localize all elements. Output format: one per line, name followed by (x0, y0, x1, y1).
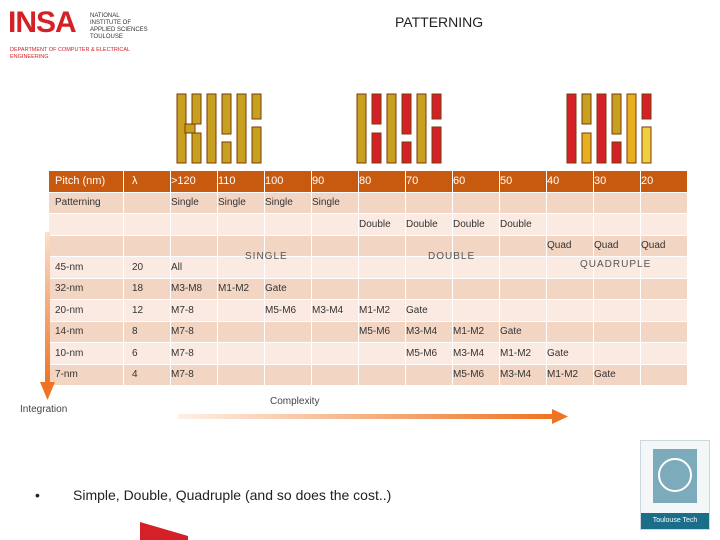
table-cell (500, 278, 547, 300)
table-cell (547, 321, 594, 343)
table-cell: M1-M2 (500, 343, 547, 365)
table-header-cell: 100 (265, 171, 312, 193)
table-cell (124, 214, 171, 236)
complexity-label: Complexity (270, 396, 320, 407)
table-cell (265, 364, 312, 386)
table-cell (641, 214, 688, 236)
table-cell: Gate (547, 343, 594, 365)
complexity-arrow-icon (178, 408, 570, 426)
table-cell: M7-8 (171, 321, 218, 343)
table-cell: M3-M4 (406, 321, 453, 343)
table-cell (265, 214, 312, 236)
single-group-label: SINGLE (245, 251, 288, 262)
table-cell (218, 214, 265, 236)
table-cell (641, 192, 688, 214)
table-cell (312, 214, 359, 236)
table-cell: M3-M4 (500, 364, 547, 386)
table-cell (594, 192, 641, 214)
table-cell: 32-nm (49, 278, 124, 300)
table-cell (547, 278, 594, 300)
table-cell: M1-M2 (453, 321, 500, 343)
slide-title: PATTERNING (395, 14, 484, 30)
table-cell (171, 235, 218, 257)
table-row (49, 214, 688, 236)
insa-logo-subtitle: NATIONAL INSTITUTE OF APPLIED SCIENCES TOULOUSE (90, 13, 148, 40)
table-cell (49, 235, 124, 257)
table-row (49, 300, 688, 322)
table-cell (218, 343, 265, 365)
table-row (49, 235, 688, 257)
table-cell: Quad (594, 235, 641, 257)
table-cell: 12 (124, 300, 171, 322)
table-cell: Quad (547, 235, 594, 257)
table-cell (218, 321, 265, 343)
table-cell (406, 364, 453, 386)
table-cell (547, 300, 594, 322)
table-cell (641, 364, 688, 386)
table-cell (265, 321, 312, 343)
table-cell (359, 235, 406, 257)
table-cell: M1-M2 (359, 300, 406, 322)
table-cell (359, 257, 406, 279)
table-cell (171, 214, 218, 236)
toulouse-tech-label: Toulouse Tech (641, 513, 709, 529)
table-cell: M5-M6 (359, 321, 406, 343)
table-cell: 7-nm (49, 364, 124, 386)
table-cell: Gate (500, 321, 547, 343)
table-row (49, 321, 688, 343)
table-cell (547, 214, 594, 236)
table-cell: M1-M2 (218, 278, 265, 300)
decorative-wedge (140, 522, 190, 540)
table-cell: Single (171, 192, 218, 214)
table-cell (406, 192, 453, 214)
table-cell (641, 278, 688, 300)
table-cell: Double (406, 214, 453, 236)
table-cell (500, 192, 547, 214)
table-cell (49, 214, 124, 236)
table-cell: 14-nm (49, 321, 124, 343)
table-header-cell: 40 (547, 171, 594, 193)
table-cell: 10-nm (49, 343, 124, 365)
quadruple-pattern-icon (565, 92, 660, 165)
table-cell (453, 192, 500, 214)
integration-label: Integration (20, 404, 68, 415)
table-cell (359, 364, 406, 386)
table-header-cell: 60 (453, 171, 500, 193)
table-cell (359, 278, 406, 300)
table-cell (453, 300, 500, 322)
table-cell: Gate (406, 300, 453, 322)
table-cell (594, 300, 641, 322)
table-cell (359, 192, 406, 214)
table-header-cell: 110 (218, 171, 265, 193)
table-cell (406, 278, 453, 300)
table-cell: 45-nm (49, 257, 124, 279)
double-group-label: DOUBLE (428, 251, 476, 262)
table-header-cell: 20 (641, 171, 688, 193)
single-pattern-icon (175, 92, 270, 165)
table-cell (594, 214, 641, 236)
double-pattern-icon (355, 92, 450, 165)
table-cell (500, 257, 547, 279)
table-cell: M7-8 (171, 300, 218, 322)
table-cell (500, 235, 547, 257)
department-name: DEPARTMENT OF COMPUTER & ELECTRICAL ENGINEERING (10, 47, 130, 60)
table-row (49, 364, 688, 386)
table-cell: Gate (265, 278, 312, 300)
table-header-cell: 70 (406, 171, 453, 193)
table-cell (547, 192, 594, 214)
table-header-cell: 30 (594, 171, 641, 193)
integration-arrow-icon (38, 232, 58, 402)
table-cell: 8 (124, 321, 171, 343)
table-row (49, 343, 688, 365)
table-cell (594, 343, 641, 365)
table-cell (594, 278, 641, 300)
table-cell: Double (359, 214, 406, 236)
table-cell (218, 364, 265, 386)
bullet-marker: • (35, 487, 40, 503)
table-cell (641, 300, 688, 322)
table-cell (312, 278, 359, 300)
table-cell: Gate (594, 364, 641, 386)
table-cell (500, 300, 547, 322)
table-row (49, 278, 688, 300)
table-cell: M3-M8 (171, 278, 218, 300)
table-cell (312, 235, 359, 257)
table-cell (641, 321, 688, 343)
toulouse-tech-emblem-icon (641, 441, 709, 511)
table-cell: M3-M4 (312, 300, 359, 322)
table-cell (124, 192, 171, 214)
table-cell: 6 (124, 343, 171, 365)
table-cell (312, 343, 359, 365)
table-cell: Single (312, 192, 359, 214)
table-header-cell: λ (124, 171, 171, 193)
table-header-cell: 50 (500, 171, 547, 193)
bullet-text: Simple, Double, Quadruple (and so does the cost..) (73, 487, 392, 503)
patterning-table (48, 170, 688, 386)
table-header-row (49, 171, 688, 193)
quadruple-group-label: QUADRUPLE (580, 259, 652, 270)
table-cell (641, 343, 688, 365)
table-cell: M5-M6 (265, 300, 312, 322)
table-cell (312, 257, 359, 279)
table-header-cell: 80 (359, 171, 406, 193)
table-cell (218, 300, 265, 322)
table-cell (312, 364, 359, 386)
toulouse-tech-logo (640, 440, 710, 530)
table-cell (265, 343, 312, 365)
table-cell: M7-8 (171, 364, 218, 386)
table-cell: M3-M4 (453, 343, 500, 365)
table-cell: Single (265, 192, 312, 214)
table-cell: 20 (124, 257, 171, 279)
table-cell: M5-M6 (453, 364, 500, 386)
insa-logo: INSA (8, 6, 76, 39)
table-cell: 20-nm (49, 300, 124, 322)
table-cell (594, 321, 641, 343)
table-cell: 18 (124, 278, 171, 300)
table-cell (359, 343, 406, 365)
table-header-cell: >120 (171, 171, 218, 193)
table-cell (124, 235, 171, 257)
table-cell: M1-M2 (547, 364, 594, 386)
table-cell: Double (453, 214, 500, 236)
table-cell: M7-8 (171, 343, 218, 365)
table-cell: Single (218, 192, 265, 214)
table-cell (312, 321, 359, 343)
table-cell (453, 278, 500, 300)
table-cell: Double (500, 214, 547, 236)
table-cell: Patterning (49, 192, 124, 214)
table-cell: M5-M6 (406, 343, 453, 365)
table-cell: 4 (124, 364, 171, 386)
table-cell: Quad (641, 235, 688, 257)
table-header-cell: 90 (312, 171, 359, 193)
table-cell: All (171, 257, 218, 279)
table-row (49, 192, 688, 214)
table-header-cell: Pitch (nm) (49, 171, 124, 193)
